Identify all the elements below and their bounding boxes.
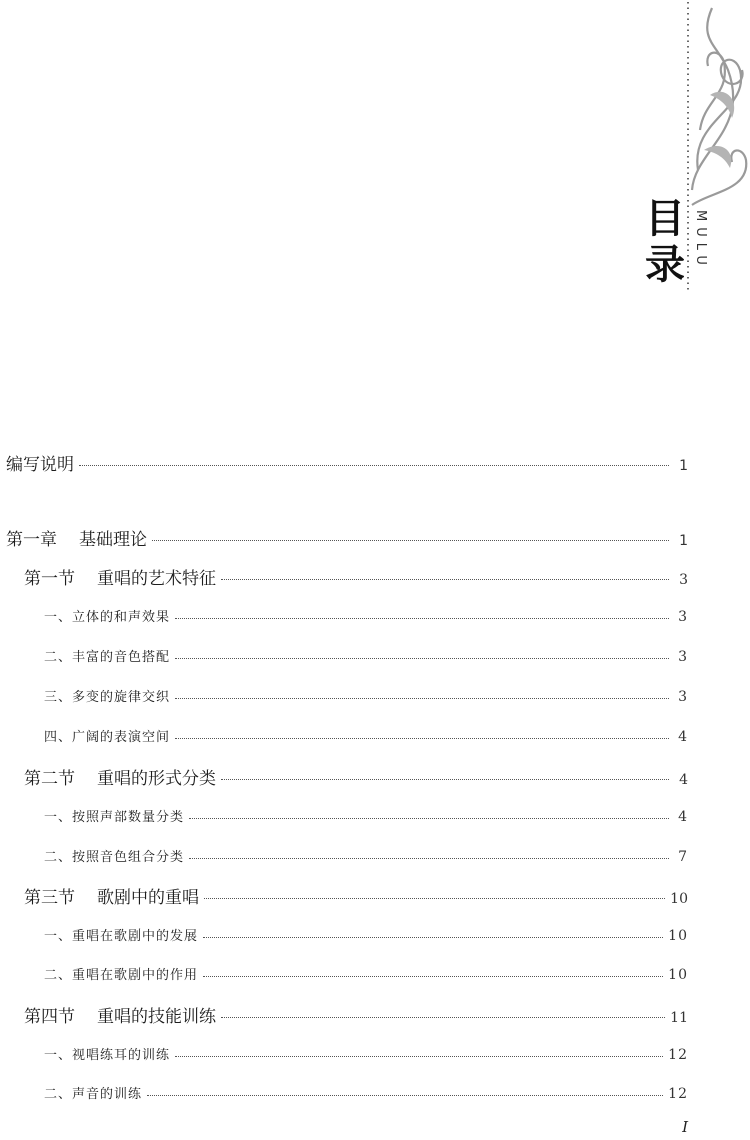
toc-label: 重唱的形式分类 (97, 769, 216, 789)
toc-entry-item[interactable] (44, 606, 688, 625)
dot-leader (203, 937, 663, 938)
toc-label: 编写说明 (6, 455, 74, 475)
toc-page-number: 1 (679, 458, 688, 474)
dot-leader (221, 779, 669, 780)
toc-entry-item[interactable] (44, 686, 688, 705)
dot-leader (152, 540, 669, 541)
toc-section-number: 第一节 (24, 569, 75, 589)
toc-page-number: 1 (679, 533, 688, 549)
toc-entry-section[interactable] (24, 764, 688, 789)
toc-page-number: 12 (668, 1047, 688, 1063)
title-char: 目 (645, 196, 685, 242)
dot-leader (175, 658, 669, 659)
toc-label: 一、重唱在歌剧中的发展 (44, 929, 199, 944)
toc-label: 基础理论 (79, 530, 147, 550)
toc-section-number: 第二节 (24, 769, 75, 789)
toc-entry-item[interactable] (44, 646, 688, 665)
toc-page-number: 3 (678, 609, 688, 625)
toc-page-number: 11 (670, 1010, 688, 1026)
toc-section-number: 第三节 (24, 888, 75, 908)
toc-entry-item[interactable] (44, 846, 688, 865)
toc-label: 一、立体的和声效果 (44, 610, 171, 625)
title-romanized: MULU (693, 210, 708, 271)
toc-entry-chapter[interactable] (6, 525, 688, 550)
dot-leader (204, 898, 665, 899)
toc-entry-item[interactable] (44, 964, 688, 983)
toc-label: 重唱的艺术特征 (97, 569, 216, 589)
toc-label: 四、广阔的表演空间 (44, 730, 171, 745)
dot-leader (147, 1095, 663, 1096)
dot-leader (221, 1017, 665, 1018)
dot-leader (189, 818, 669, 819)
toc-entry-section[interactable] (24, 883, 688, 908)
dot-leader (175, 618, 669, 619)
dot-leader (203, 976, 663, 977)
toc-page-number: 3 (678, 689, 688, 705)
toc-entry-item[interactable] (44, 925, 688, 944)
page-title (640, 196, 690, 288)
folio-page-number: I (682, 1118, 688, 1136)
toc-entry-section[interactable] (24, 564, 688, 589)
toc-page-number: 4 (678, 809, 688, 825)
toc-label: 二、丰富的音色搭配 (44, 650, 171, 665)
toc-entry-item[interactable] (44, 1083, 688, 1102)
toc-entry-item[interactable] (44, 726, 688, 745)
toc-page-number: 10 (670, 891, 688, 907)
toc-page-number: 12 (668, 1086, 688, 1102)
toc-entry-item[interactable] (44, 1044, 688, 1063)
toc-page-number: 4 (679, 772, 688, 788)
dot-leader (175, 738, 669, 739)
toc-label: 歌剧中的重唱 (97, 888, 199, 908)
toc-page-number: 10 (668, 967, 688, 983)
toc-label: 一、按照声部数量分类 (44, 810, 185, 825)
toc-page-number: 7 (678, 849, 688, 865)
toc-label: 二、声音的训练 (44, 1087, 143, 1102)
dot-leader (175, 1056, 663, 1057)
dot-leader (175, 698, 669, 699)
toc-label: 一、视唱练耳的训练 (44, 1048, 171, 1063)
toc-entry-front[interactable] (6, 450, 688, 475)
toc-entry-item[interactable] (44, 806, 688, 825)
dot-leader (221, 579, 669, 580)
toc-label: 三、多变的旋律交织 (44, 690, 171, 705)
toc-label: 重唱的技能训练 (97, 1007, 216, 1027)
toc-label: 二、重唱在歌剧中的作用 (44, 968, 199, 983)
dot-leader (79, 465, 669, 466)
toc-page-number: 3 (678, 649, 688, 665)
toc-page-number: 3 (679, 572, 688, 588)
dot-leader (189, 858, 669, 859)
toc-entry-section[interactable] (24, 1002, 688, 1027)
toc-chapter-number: 第一章 (6, 530, 57, 550)
toc-section-number: 第四节 (24, 1007, 75, 1027)
toc-page-number: 4 (678, 729, 688, 745)
title-char: 录 (645, 242, 685, 288)
toc-label: 二、按照音色组合分类 (44, 850, 185, 865)
toc-page-number: 10 (668, 928, 688, 944)
